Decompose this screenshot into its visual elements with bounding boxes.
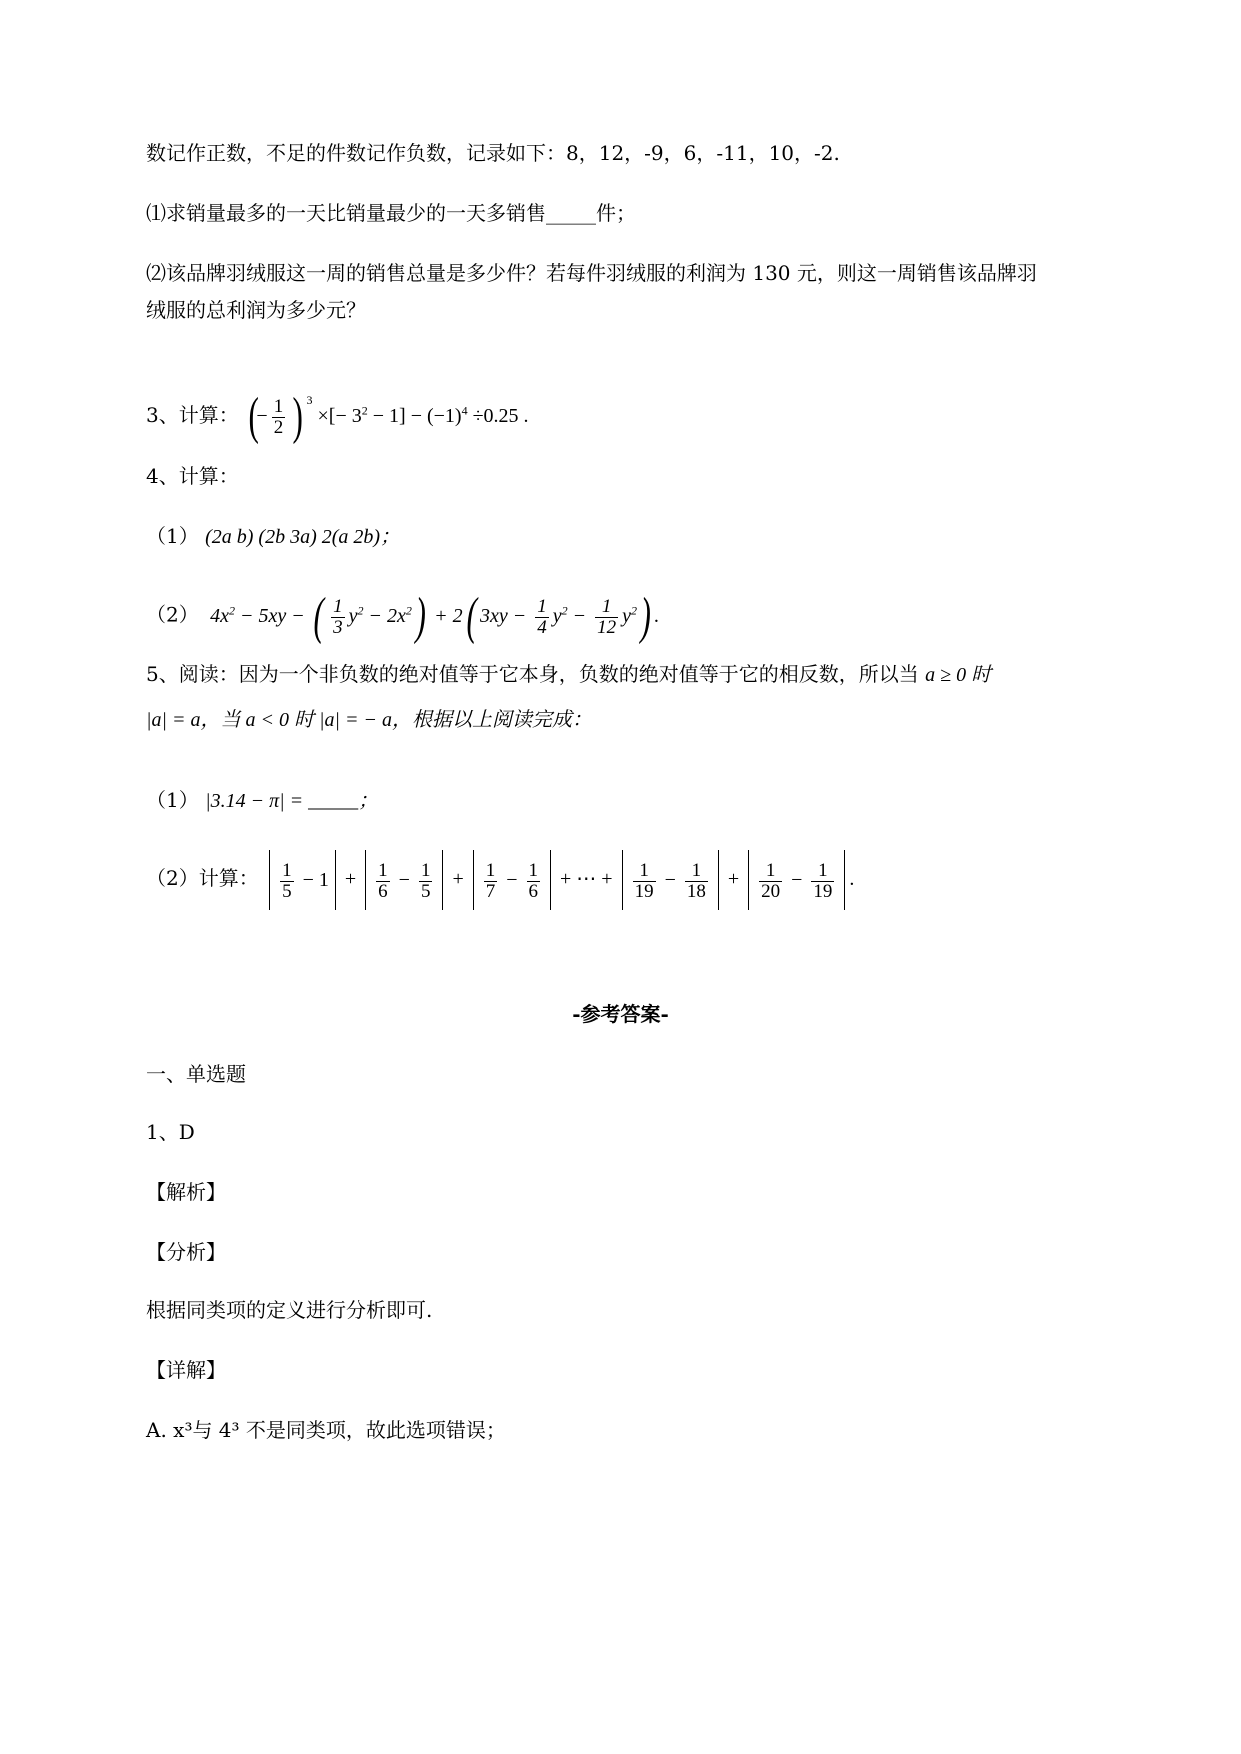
problem-4-part-1 xyxy=(146,522,400,551)
problem-5-part-1-label: （1） xyxy=(146,788,199,812)
problem-5-part-1 xyxy=(146,786,378,815)
fenxi-tag: 【分析】 xyxy=(146,1240,226,1264)
problem-5-text: 5、阅读：因为一个非负数的绝对值等于它本身，负数的绝对值等于它的相反数，所以当 xyxy=(146,662,919,686)
problem-2-part-1: ⑴求销量最多的一天比销量最少的一天多销售_____件； xyxy=(146,201,636,225)
problem-4-part-1-label: （1） xyxy=(146,524,199,548)
problem-3-tail: ÷0.25 . xyxy=(472,405,529,427)
analysis-tag: 【解析】 xyxy=(146,1180,226,1204)
problem-5-condition: a ≥ 0 时 xyxy=(925,664,992,686)
problem-5-part-2 xyxy=(146,848,854,910)
problem-5-part-1-expression: |3.14 − π| = _____； xyxy=(205,790,379,812)
problem-2-record-line: 数记作正数，不足的件数记作负数，记录如下：8，12，-9，6，-11，10，-2. xyxy=(146,141,840,165)
problem-4-part-2-expression: $4x^2 - 5xy$ − ( $\frac{1}{3}$ $y^2 - 2x^2) + 2$( 3xy − $\frac{1}{4}$ $y^2$ − $\frac{1}{12}$ $y^2$) . xyxy=(205,588,660,646)
problem-4-part-2-label: （2） xyxy=(146,602,199,627)
section-title-single-choice: 一、单选题 xyxy=(146,1062,246,1086)
problem-2-part-2-cont: 绒服的总利润为多少元？ xyxy=(146,298,366,322)
problem-4-part-2 xyxy=(146,580,659,646)
problem-3-expression: (− $\frac{1}{2}$ ) $^3$ ×[− $3^2 - 1] - (-1)^4$ xyxy=(248,388,468,446)
problem-5-definition: |a| = a，当 a < 0 时 |a| = − a，根据以上阅读完成： xyxy=(146,709,592,731)
fenxi-text: 根据同类项的定义进行分析即可. xyxy=(146,1298,433,1322)
problem-3 xyxy=(146,372,529,444)
detail-tag: 【详解】 xyxy=(146,1358,226,1382)
problem-5-part-2-expression: $\frac{1}{5}$ − 1 + $\frac{1}{6}$ − $\frac{1}{5}$ + $\frac{1}{7}$ − $\frac{1}{6}$ + ⋯ + $\frac{1}{19}$ − $\frac{1}{18}$ + $\frac{1}{20}$ − $\frac{1}{19}$ . xyxy=(265,868,854,890)
answer-1: 1、D xyxy=(146,1120,195,1144)
problem-5-intro xyxy=(146,660,991,689)
problem-4-part-1-expression: (2a b) (2b 3a) 2(a 2b)； xyxy=(205,526,401,548)
problem-3-label: 3、计算： xyxy=(146,403,239,427)
problem-2-part-2: ⑵该品牌羽绒服这一周的销售总量是多少件？若每件羽绒服的利润为 130 元，则这一周销售该品牌羽 xyxy=(146,261,1037,285)
option-a-explanation: A. x³与 4³ 不是同类项，故此选项错误； xyxy=(146,1418,506,1442)
answer-heading: -参考答案- xyxy=(572,1002,669,1026)
problem-4-label: 4、计算： xyxy=(146,464,239,488)
problem-5-part-2-label: （2）计算： xyxy=(146,866,259,890)
